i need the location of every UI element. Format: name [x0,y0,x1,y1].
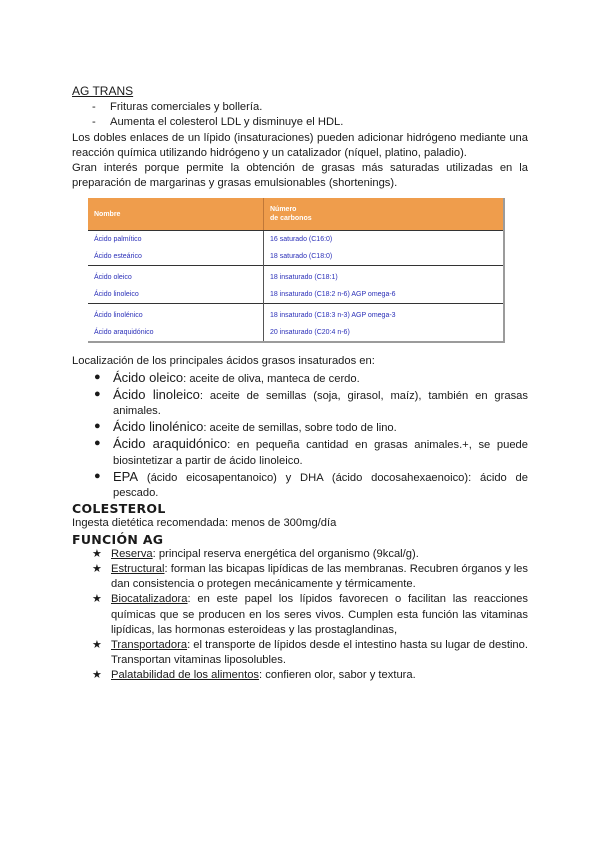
funcion-ag-heading: FUNCIÓN AG [72,531,164,547]
column-header-carbons: Número de carbonos [264,198,504,231]
list-item: ● Ácido oleico: aceite de oliva, manteca de cerdo. [94,369,360,385]
list-item: - Frituras comerciales y bollería. [92,100,528,115]
list-item: - Aumenta el colesterol LDL y disminuye el HDL. [92,115,528,130]
cell-carbons: 18 insaturado (C18:2 n-6) AGP omega-6 [270,291,396,299]
cell-name: Ácido araquidónico [88,324,264,341]
cell-name: Ácido linoleico [88,286,264,304]
cell-name: Ácido esteárico [88,248,264,266]
list-item: ● Ácido linoleico: aceite de semillas (soja, girasol, maíz), también en grasas animales. [94,386,529,418]
colesterol-heading: COLESTEROL [72,501,166,517]
star-icon: ★ [92,639,102,652]
table-row [88,286,503,304]
ag-trans-heading: AG TRANS [72,84,134,98]
dash-bullet-icon: - [92,101,96,114]
list-item: ★ Palatabilidad de los alimentos: confieren olor, sabor y textura. [92,668,528,683]
star-icon: ★ [92,563,102,576]
table-header-row [88,198,503,231]
funcion-ag-list [72,547,528,684]
interest-paragraph: Gran interés porque permite la obtención de grasas más saturadas utilizadas en la preparación de margarinas y grasas emulsionables (shortenings). [72,162,528,190]
list-item: ● EPA (ácido eicosapentanoico) y DHA (ácido docosahexaenoico): ácido de pescado. [94,468,528,500]
cell-name: Ácido palmítico [88,231,264,249]
ag-trans-list [72,100,528,130]
table-row [88,231,503,249]
cell-carbons: 18 insaturado (C18:1) [264,266,504,287]
cell-carbons: 16 saturado (C16:0) [270,236,333,244]
list-item: ● Ácido araquidónico: en pequeña cantidad en grasas animales.+, se puede biosintetizar a partir de ácido linoleico. [94,436,529,467]
colesterol-text: Ingesta dietética recomendada: menos de 300mg/día [72,517,337,530]
localizacion-intro: Localización de los principales ácidos grasos insaturados en: [72,355,375,368]
table-row [88,248,503,266]
table-row [88,324,503,341]
bullet-icon: ● [94,420,101,433]
table-row [88,304,503,325]
column-header-name: Nombre [88,198,264,231]
dash-bullet-icon: - [92,116,96,129]
star-icon: ★ [92,669,102,682]
star-icon: ★ [92,593,102,606]
list-item: ★ Reserva: principal reserva energética del organismo (9kcal/g). [92,547,528,562]
list-item: ● Ácido linolénico: aceite de semillas, sobre todo de lino. [94,419,397,435]
table-row [88,266,503,287]
list-item: ★ Biocatalizadora: en este papel los lípidos favorecen o facilitan las reacciones químicas que se producen en los seres vivos. Cumplen esta función las vitaminas lipídicas, las hormonas esteroideas y las prostaglandinas, [92,593,528,636]
bullet-icon: ● [94,387,101,400]
star-icon: ★ [92,547,102,560]
bullet-icon: ● [94,469,101,482]
document-page [72,84,528,684]
bullet-icon: ● [94,370,101,383]
cell-name: Ácido linolénico [88,304,264,325]
cell-carbons: 18 insaturado (C18:3 n-3) AGP omega-3 [264,304,504,325]
list-item: ★ Estructural: forman las bicapas lipídicas de las membranas. Recubren órganos y les dan consistencia o protegen mecánicamente y térmicamente. [92,563,528,591]
localizacion-list [72,370,528,502]
fatty-acid-table [88,198,505,343]
cell-carbons: 18 saturado (C18:0) [270,253,333,261]
cell-carbons: 20 insaturado (C20:4 n-6) [270,329,350,337]
bullet-icon: ● [94,437,101,450]
hydrogenation-paragraph: Los dobles enlaces de un lípido (insaturaciones) pueden adicionar hidrógeno mediante una reacción química utilizando hidrógeno y un catalizador (níquel, platino, paladio). [72,131,528,159]
cell-name: Ácido oleico [88,266,264,287]
list-item: ★ Transportadora: el transporte de lípidos desde el intestino hasta su lugar de destino. Transportan vitaminas liposolubles. [92,639,528,667]
